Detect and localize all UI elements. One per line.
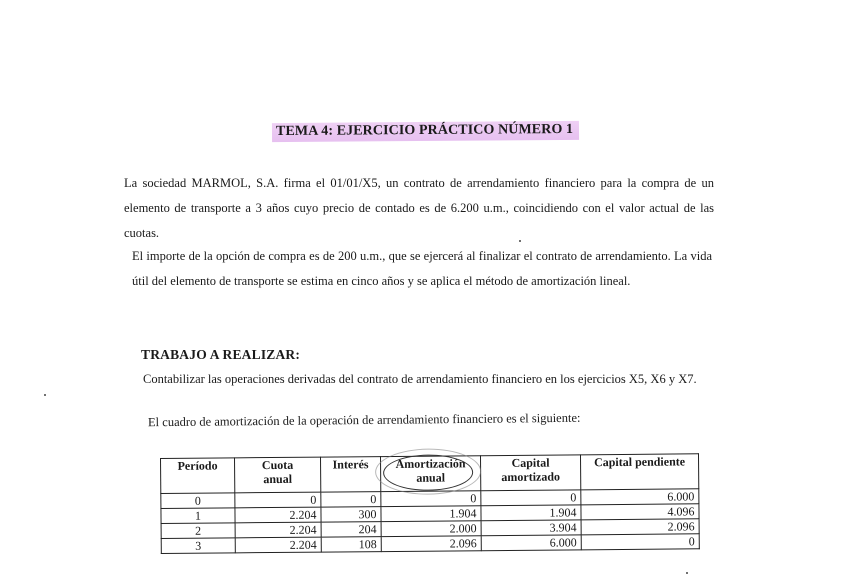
exercise-title: TEMA 4: EJERCICIO PRÁCTICO NÚMERO 1 (272, 121, 579, 142)
cell-cuota: 2.204 (235, 507, 321, 523)
cell-capital-amortizado: 1.904 (481, 505, 581, 521)
paragraph-contract: La sociedad MARMOL, S.A. firma el 01/01/X5, un contrato de arrendamiento financiero para la compra de un elemento de transporte a 3 años cuyo precio de contado es de 6.200 u.m., coincidiendo con el valor actual de las cuotas. (124, 176, 714, 240)
cell-capital-pendiente: 6.000 (581, 489, 699, 505)
scan-speck (519, 240, 521, 242)
cell-cuota: 2.204 (235, 537, 321, 553)
cell-interes: 0 (321, 492, 381, 508)
amortization-table-wrapper (160, 453, 700, 554)
paragraph-task: Contabilizar las operaciones derivadas del contrato de arrendamiento financiero en los ejercicios X5, X6 y X7. (143, 372, 697, 386)
cell-amortizacion: 1.904 (381, 506, 481, 522)
cell-cuota: 2.204 (235, 522, 321, 538)
cell-amortizacion: 0 (381, 491, 481, 507)
cell-capital-pendiente: 4.096 (581, 504, 699, 520)
header-cuota-anual: Cuota anual (235, 457, 321, 493)
header-capital-amortizado: Capital amortizado (480, 455, 580, 491)
paragraph-purchase-option: El importe de la opción de compra es de 200 u.m., que se ejercerá al finalizar el contrato de arrendamiento. La vida útil del elemento de transporte se estima en cinco años y se aplica el método de amortización lineal. (132, 249, 712, 288)
paragraph-table-intro: El cuadro de amortización de la operación de arrendamiento financiero es el siguiente: (147, 410, 581, 430)
cell-capital-amortizado: 6.000 (481, 535, 581, 551)
cell-periodo: 2 (161, 523, 235, 539)
task-heading: TRABAJO A REALIZAR: (141, 347, 301, 362)
cell-capital-pendiente: 0 (581, 534, 699, 550)
cell-interes: 300 (321, 507, 381, 523)
cell-periodo: 0 (161, 493, 235, 509)
header-interes: Interés (320, 457, 380, 493)
header-amortizacion-anual: Amortización anual (380, 456, 480, 492)
header-periodo: Período (161, 458, 235, 494)
cell-capital-amortizado: 0 (481, 490, 581, 506)
cell-cuota: 0 (235, 492, 321, 508)
scan-speck (686, 572, 688, 574)
scan-speck (44, 394, 46, 396)
cell-periodo: 3 (161, 538, 235, 554)
cell-amortizacion: 2.000 (381, 521, 481, 537)
cell-periodo: 1 (161, 508, 235, 524)
header-capital-pendiente: Capital pendiente (580, 454, 698, 490)
table-header-row (161, 454, 699, 494)
cell-amortizacion: 2.096 (381, 536, 481, 552)
cell-interes: 204 (321, 522, 381, 538)
amortization-table (160, 453, 700, 554)
cell-capital-pendiente: 2.096 (581, 519, 699, 535)
cell-capital-amortizado: 3.904 (481, 520, 581, 536)
cell-interes: 108 (321, 537, 381, 553)
